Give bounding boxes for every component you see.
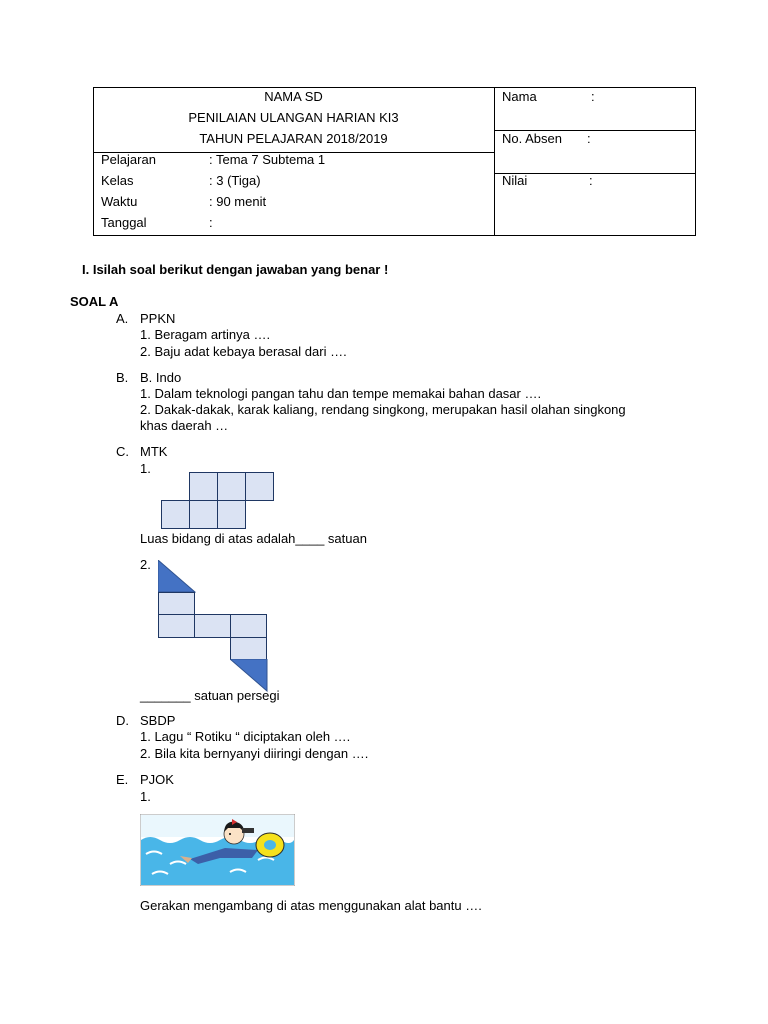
name-label: Nama <box>502 89 537 104</box>
grid-cell <box>230 637 267 660</box>
name-field[interactable]: : <box>591 89 595 104</box>
grid-cell <box>158 614 195 638</box>
question-e1-number: 1. <box>140 789 151 804</box>
question-d1: 1. Lagu “ Rotiku “ diciptakan oleh …. <box>140 729 351 744</box>
absen-field[interactable]: : <box>587 131 591 146</box>
time-label: Waktu <box>101 194 138 209</box>
absen-label: No. Absen <box>502 131 562 146</box>
section-b-title: B. Indo <box>140 370 182 385</box>
question-b1: 1. Dalam teknologi pangan tahu dan tempe memakai bahan dasar …. <box>140 386 542 401</box>
question-a2: 2. Baju adat kebaya berasal dari …. <box>140 344 347 359</box>
instruction: I. Isilah soal berikut dengan jawaban yang benar ! <box>82 262 389 277</box>
date-label: Tanggal <box>101 215 147 230</box>
section-a-letter: A. <box>116 311 129 326</box>
section-e-letter: E. <box>116 772 129 787</box>
question-c2-text: _______ satuan persegi <box>140 688 280 703</box>
exam-title: PENILAIAN ULANGAN HARIAN KI3 <box>188 110 399 125</box>
grid-cell <box>194 614 231 638</box>
grid-cell <box>217 472 246 501</box>
subject-label: Pelajaran <box>101 152 156 167</box>
section-d-letter: D. <box>116 713 129 728</box>
section-c-title: MTK <box>140 444 168 459</box>
section-c-letter: C. <box>116 444 129 459</box>
question-c2-number: 2. <box>140 557 151 572</box>
section-e-title: PJOK <box>140 772 174 787</box>
question-d2: 2. Bila kita bernyanyi diiringi dengan …. <box>140 746 369 761</box>
time-value: : 90 menit <box>209 194 267 209</box>
grid-cell <box>189 500 218 529</box>
question-e1-text: Gerakan mengambang di atas menggunakan alat bantu …. <box>140 898 482 913</box>
triangle-top <box>158 560 196 593</box>
soal-title: SOAL A <box>70 294 119 309</box>
grid-cell <box>230 614 267 638</box>
grid-cell <box>245 472 274 501</box>
section-b-letter: B. <box>116 370 129 385</box>
section-a-title: PPKN <box>140 311 176 326</box>
nilai-field[interactable]: : <box>589 173 593 188</box>
question-c1-number: 1. <box>140 461 151 476</box>
question-c1-text: Luas bidang di atas adalah____ satuan <box>140 531 367 546</box>
school-year: TAHUN PELAJARAN 2018/2019 <box>199 131 388 146</box>
date-value: : <box>209 215 213 230</box>
question-b2-line2: khas daerah … <box>140 418 229 433</box>
nilai-label: Nilai <box>502 173 528 188</box>
subject-value: : Tema 7 Subtema 1 <box>209 152 326 167</box>
grid-cell <box>161 500 190 529</box>
grid-cell <box>217 500 246 529</box>
section-d-title: SBDP <box>140 713 176 728</box>
swimming-illustration <box>140 814 295 886</box>
grid-cell <box>158 592 195 615</box>
question-b2-line1: 2. Dakak-dakak, karak kaliang, rendang singkong, merupakan hasil olahan singkong <box>140 402 626 417</box>
question-a1: 1. Beragam artinya …. <box>140 327 271 342</box>
school-name: NAMA SD <box>264 89 323 104</box>
class-label: Kelas <box>101 173 134 188</box>
class-value: : 3 (Tiga) <box>209 173 261 188</box>
grid-cell <box>189 472 218 501</box>
